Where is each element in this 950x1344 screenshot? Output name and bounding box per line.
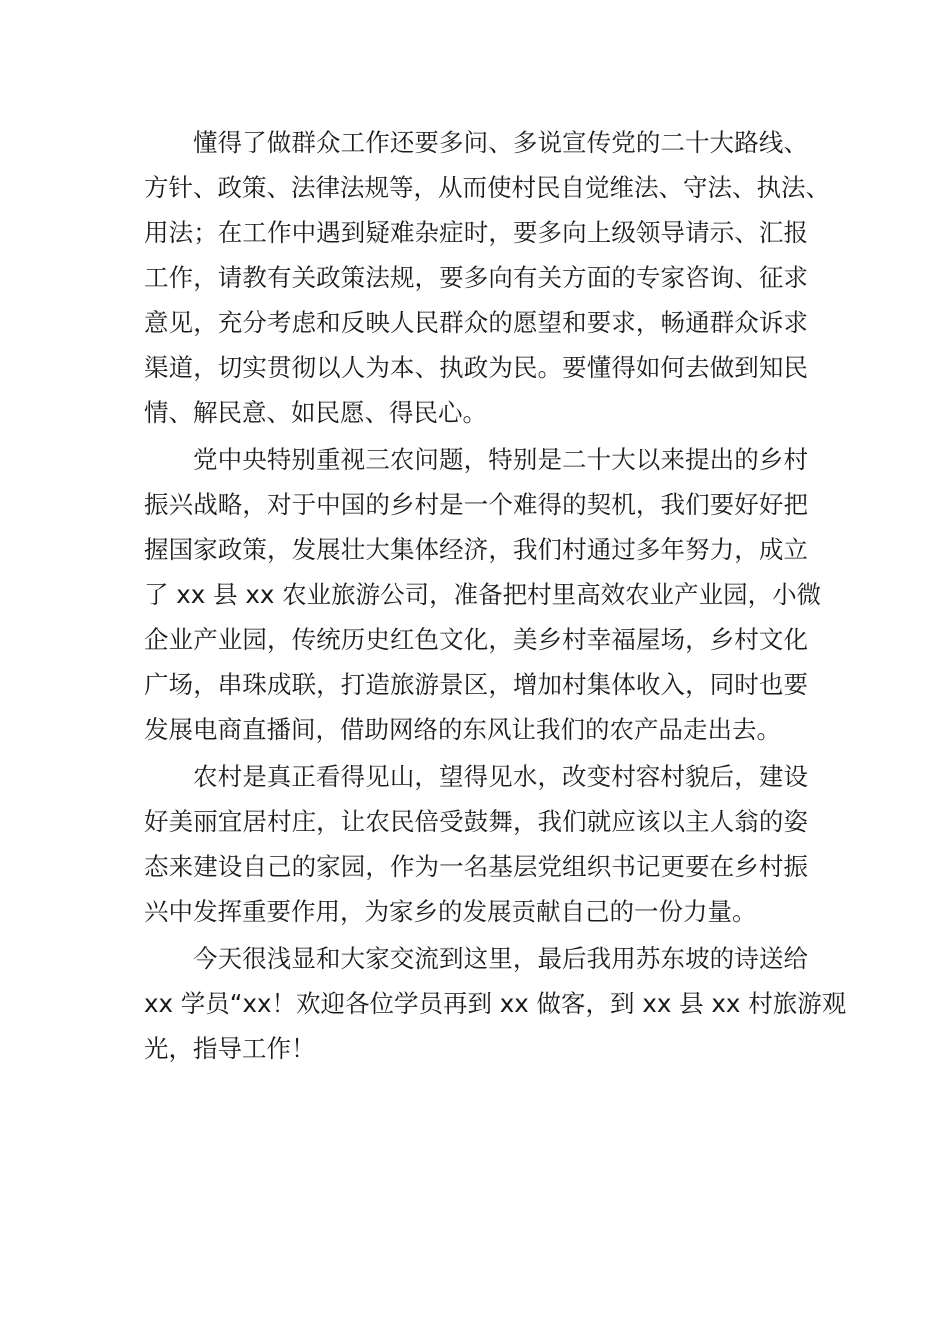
text-line: 渠道，切实贯彻以人为本、执政为民。要懂得如何去做到知民: [144, 353, 808, 382]
paragraph-2: [144, 437, 822, 752]
paragraph-3: [144, 754, 808, 934]
text-line: 情、解民意、如民愿、得民心。: [144, 398, 487, 427]
text-line: 意见，充分考虑和反映人民群众的愿望和要求，畅通群众诉求: [144, 308, 808, 337]
text-line: 好美丽宜居村庄，让农民倍受鼓舞，我们就应该以主人翁的姿: [144, 807, 808, 836]
text-line: 发展电商直播间，借助网络的东风让我们的农产品走出去。: [144, 715, 781, 744]
text-line: 广场，串珠成联，打造旅游景区，增加村集体收入，同时也要: [144, 670, 808, 699]
text-line: 光，指导工作！: [144, 1034, 316, 1063]
text-line: 态来建设自己的家园，作为一名基层党组织书记更要在乡村振: [144, 852, 808, 881]
text-line: 方针、政策、法律法规等，从而使村民自觉维法、守法、执法、: [144, 173, 830, 202]
text-line: 振兴战略，对于中国的乡村是一个难得的契机，我们要好好把: [144, 490, 808, 519]
document-body: [144, 120, 847, 1073]
text-line: 工作，请教有关政策法规，要多向有关方面的专家咨询、征求: [144, 263, 808, 292]
text-line: 懂得了做群众工作还要多问、多说宣传党的二十大路线、: [193, 128, 808, 157]
text-line: 兴中发挥重要作用，为家乡的发展贡献自己的一份力量。: [144, 897, 757, 926]
paragraph-4: [144, 936, 847, 1071]
paragraph-1: [144, 120, 830, 435]
text-line: 党中央特别重视三农问题，特别是二十大以来提出的乡村: [193, 445, 808, 474]
text-line: 了 xx 县 xx 农业旅游公司，准备把村里高效农业产业园，小微: [144, 580, 822, 609]
text-line: xx 学员“xx！欢迎各位学员再到 xx 做客，到 xx 县 xx 村旅游观: [144, 989, 847, 1018]
text-line: 农村是真正看得见山，望得见水，改变村容村貌后，建设: [193, 762, 808, 791]
text-line: 握国家政策，发展壮大集体经济，我们村通过多年努力，成立: [144, 535, 808, 564]
text-line: 今天很浅显和大家交流到这里，最后我用苏东坡的诗送给: [193, 944, 808, 973]
text-line: 用法；在工作中遇到疑难杂症时，要多向上级领导请示、汇报: [144, 218, 808, 247]
text-line: 企业产业园，传统历史红色文化，美乡村幸福屋场，乡村文化: [144, 625, 808, 654]
